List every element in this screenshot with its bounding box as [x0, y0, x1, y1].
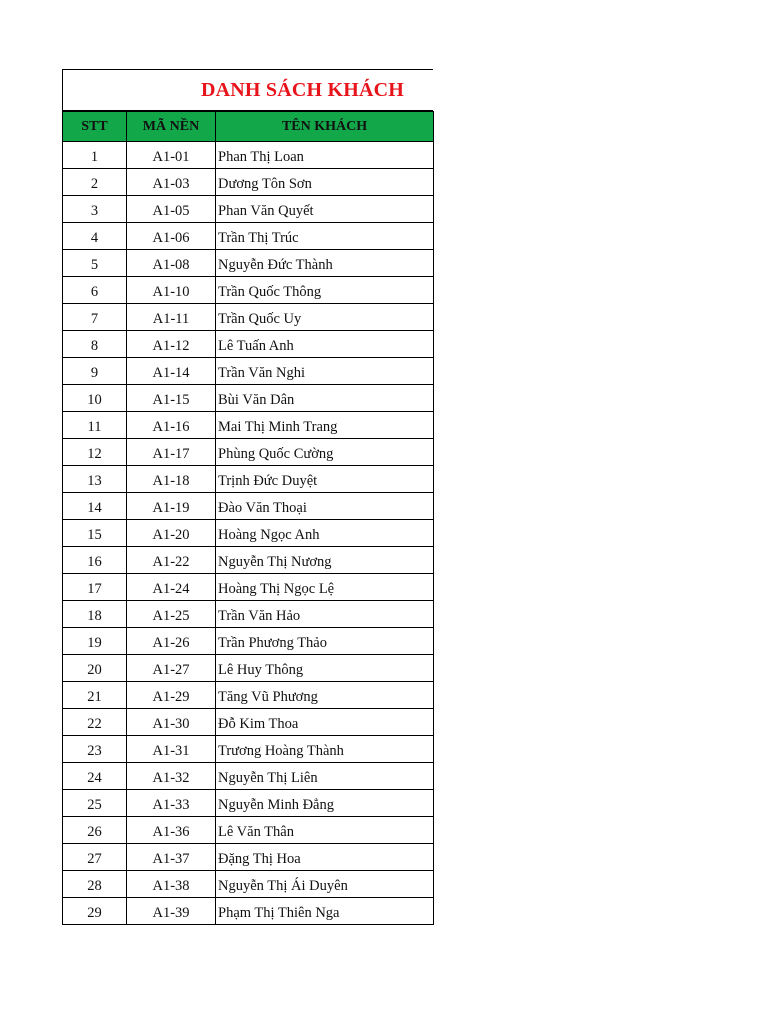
cell-ma-nen: A1-39 [127, 898, 216, 925]
cell-ma-nen: A1-26 [127, 628, 216, 655]
cell-ma-nen: A1-38 [127, 871, 216, 898]
cell-stt: 18 [63, 601, 127, 628]
cell-stt: 11 [63, 412, 127, 439]
cell-stt: 25 [63, 790, 127, 817]
cell-stt: 21 [63, 682, 127, 709]
cell-ten-khach: Trần Văn Nghi [216, 358, 434, 385]
cell-ten-khach: Nguyễn Thị Liên [216, 763, 434, 790]
header-ma-nen: MÃ NỀN [127, 112, 216, 142]
cell-ten-khach: Phan Thị Loan [216, 142, 434, 169]
table-row [63, 736, 434, 763]
cell-ma-nen: A1-18 [127, 466, 216, 493]
cell-ten-khach: Hoàng Thị Ngọc Lệ [216, 574, 434, 601]
cell-stt: 16 [63, 547, 127, 574]
cell-ma-nen: A1-16 [127, 412, 216, 439]
table-row [63, 709, 434, 736]
title-row [62, 69, 433, 111]
cell-ten-khach: Trần Quốc Thông [216, 277, 434, 304]
cell-ten-khach: Phan Văn Quyết [216, 196, 434, 223]
cell-stt: 22 [63, 709, 127, 736]
table-row [63, 574, 434, 601]
cell-ma-nen: A1-20 [127, 520, 216, 547]
table-row [63, 412, 434, 439]
cell-ten-khach: Nguyễn Thị Ái Duyên [216, 871, 434, 898]
cell-ten-khach: Nguyễn Đức Thành [216, 250, 434, 277]
cell-stt: 29 [63, 898, 127, 925]
header-stt: STT [63, 112, 127, 142]
cell-ma-nen: A1-06 [127, 223, 216, 250]
table-row [63, 520, 434, 547]
table-row [63, 466, 434, 493]
cell-ma-nen: A1-33 [127, 790, 216, 817]
cell-ma-nen: A1-03 [127, 169, 216, 196]
cell-stt: 27 [63, 844, 127, 871]
cell-ten-khach: Mai Thị Minh Trang [216, 412, 434, 439]
cell-ten-khach: Trần Văn Hảo [216, 601, 434, 628]
table-row [63, 250, 434, 277]
cell-ten-khach: Lê Huy Thông [216, 655, 434, 682]
cell-stt: 19 [63, 628, 127, 655]
cell-ma-nen: A1-15 [127, 385, 216, 412]
cell-ma-nen: A1-25 [127, 601, 216, 628]
cell-ten-khach: Lê Văn Thân [216, 817, 434, 844]
cell-stt: 2 [63, 169, 127, 196]
customer-list-sheet [62, 69, 433, 925]
table-row [63, 844, 434, 871]
cell-ma-nen: A1-24 [127, 574, 216, 601]
cell-ma-nen: A1-05 [127, 196, 216, 223]
table-row [63, 817, 434, 844]
cell-ma-nen: A1-29 [127, 682, 216, 709]
cell-ma-nen: A1-22 [127, 547, 216, 574]
cell-ma-nen: A1-11 [127, 304, 216, 331]
table-row [63, 547, 434, 574]
table-row [63, 169, 434, 196]
cell-stt: 5 [63, 250, 127, 277]
cell-ma-nen: A1-37 [127, 844, 216, 871]
cell-ma-nen: A1-08 [127, 250, 216, 277]
cell-stt: 7 [63, 304, 127, 331]
table-row [63, 304, 434, 331]
cell-stt: 20 [63, 655, 127, 682]
table-row [63, 223, 434, 250]
cell-ma-nen: A1-01 [127, 142, 216, 169]
header-row [63, 112, 434, 142]
cell-ten-khach: Trương Hoàng Thành [216, 736, 434, 763]
cell-ma-nen: A1-19 [127, 493, 216, 520]
cell-ten-khach: Trần Thị Trúc [216, 223, 434, 250]
table-row [63, 493, 434, 520]
cell-stt: 17 [63, 574, 127, 601]
cell-stt: 4 [63, 223, 127, 250]
cell-ten-khach: Đỗ Kim Thoa [216, 709, 434, 736]
cell-ten-khach: Trịnh Đức Duyệt [216, 466, 434, 493]
table-row [63, 277, 434, 304]
cell-ma-nen: A1-36 [127, 817, 216, 844]
table-row [63, 439, 434, 466]
cell-stt: 23 [63, 736, 127, 763]
cell-ma-nen: A1-14 [127, 358, 216, 385]
cell-stt: 3 [63, 196, 127, 223]
cell-stt: 12 [63, 439, 127, 466]
cell-ma-nen: A1-17 [127, 439, 216, 466]
cell-stt: 15 [63, 520, 127, 547]
cell-ten-khach: Hoàng Ngọc Anh [216, 520, 434, 547]
table-row [63, 331, 434, 358]
table-row [63, 385, 434, 412]
cell-ma-nen: A1-31 [127, 736, 216, 763]
cell-ten-khach: Bùi Văn Dân [216, 385, 434, 412]
cell-stt: 8 [63, 331, 127, 358]
cell-stt: 1 [63, 142, 127, 169]
table-row [63, 682, 434, 709]
cell-ten-khach: Trần Quốc Uy [216, 304, 434, 331]
cell-ten-khach: Lê Tuấn Anh [216, 331, 434, 358]
table-row [63, 655, 434, 682]
cell-ma-nen: A1-27 [127, 655, 216, 682]
cell-ma-nen: A1-32 [127, 763, 216, 790]
cell-stt: 13 [63, 466, 127, 493]
table-body [63, 142, 434, 925]
table-row [63, 871, 434, 898]
cell-stt: 9 [63, 358, 127, 385]
table-row [63, 628, 434, 655]
cell-ten-khach: Tăng Vũ Phương [216, 682, 434, 709]
table-row [63, 763, 434, 790]
cell-stt: 28 [63, 871, 127, 898]
table-row [63, 898, 434, 925]
table-row [63, 142, 434, 169]
cell-stt: 14 [63, 493, 127, 520]
sheet-title: DANH SÁCH KHÁCH [201, 78, 405, 101]
customer-table [62, 111, 434, 925]
cell-ten-khach: Đào Văn Thoại [216, 493, 434, 520]
cell-ma-nen: A1-10 [127, 277, 216, 304]
cell-ten-khach: Phùng Quốc Cường [216, 439, 434, 466]
cell-ten-khach: Dương Tôn Sơn [216, 169, 434, 196]
table-row [63, 601, 434, 628]
cell-ma-nen: A1-30 [127, 709, 216, 736]
table-row [63, 196, 434, 223]
cell-stt: 10 [63, 385, 127, 412]
cell-ten-khach: Nguyễn Minh Đẳng [216, 790, 434, 817]
cell-ten-khach: Nguyễn Thị Nương [216, 547, 434, 574]
table-row [63, 790, 434, 817]
table-row [63, 358, 434, 385]
cell-ma-nen: A1-12 [127, 331, 216, 358]
cell-stt: 26 [63, 817, 127, 844]
cell-stt: 6 [63, 277, 127, 304]
cell-stt: 24 [63, 763, 127, 790]
cell-ten-khach: Trần Phương Thảo [216, 628, 434, 655]
header-ten-khach: TÊN KHÁCH [216, 112, 434, 142]
cell-ten-khach: Phạm Thị Thiên Nga [216, 898, 434, 925]
cell-ten-khach: Đặng Thị Hoa [216, 844, 434, 871]
